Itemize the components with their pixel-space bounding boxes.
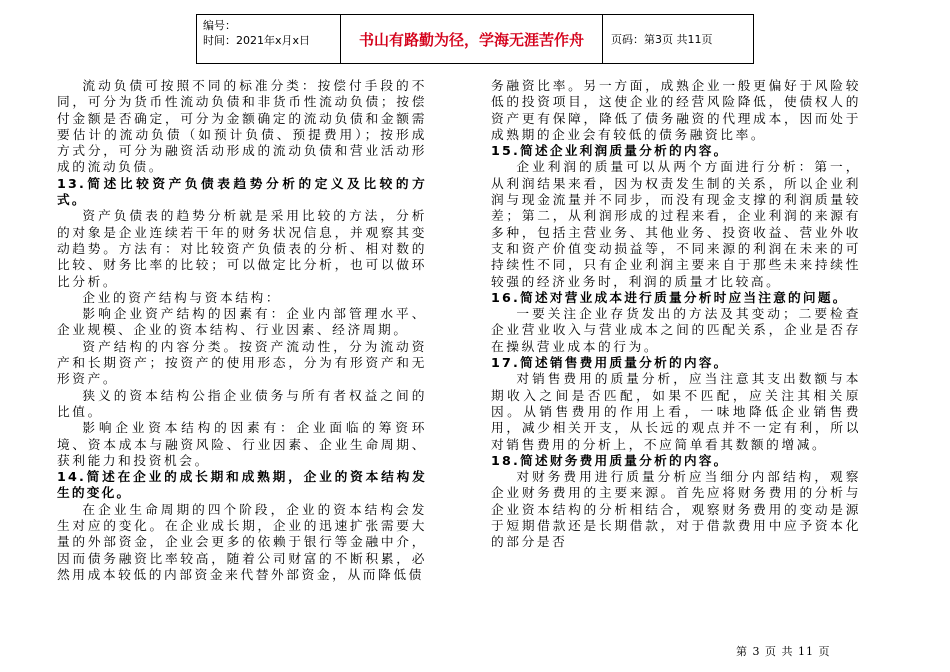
section-heading: 16.简述对营业成本进行质量分析时应当注意的问题。 [491,289,848,305]
paragraph: 在企业生命周期的四个阶段，企业的资本结构会发生对应的变化。在企业成长期，企业的迅速扩张需要大量的外部资金，企业会更多的依赖于银行等金融中介，因而债务融资比率较高，随着公司财富的不断积累，必然用成本较低的内部资金来代替外部资金，从而降低债 [57,501,427,582]
section-heading: 14.简述在企业的成长期和成熟期，企业的资本结构发生的变化。 [57,469,427,501]
page-footer: 第 3 页 共 11 页 [736,645,831,658]
paragraph: 影响企业资产结构的因素有：企业内部管理水平、企业规模、企业的资本结构、行业因素、经济周期。 [57,306,427,338]
serial-label: 编号： [203,19,236,32]
right-column [491,78,861,551]
paragraph: 狭义的资本结构公指企业债务与所有者权益之间的比值。 [57,387,427,419]
paragraph: 资产结构的内容分类。按资产流动性，分为流动资产和长期资产；按资产的使用形态，分为有形资产和无形资产。 [57,338,427,387]
header-motto: 书山有路勤为径，学海无涯苦作舟 [341,15,603,63]
section-heading: 15.简述企业利润质量分析的内容。 [491,143,729,159]
paragraph: 对财务费用进行质量分析应当细分内部结构，观察企业财务费用的主要来源。首先应将财务费用的分析与企业资本结构的分析相结合，观察财务费用的变动是源于短期借款还是长期借款，对于借款费用中应予资本化的部分是否 [491,469,861,550]
section-heading: 17.简述销售费用质量分析的内容。 [491,355,729,371]
header-page-info: 页码：第3页 共11页 [611,33,713,46]
paragraph: 影响企业资本结构的因素有：企业面临的筹资环境、资本成本与融资风险、行业因素、企业生命周期、获利能力和投资机会。 [57,420,427,468]
paragraph: 一要关注企业存货发出的方法及其变动；二要检查企业营业收入与营业成本之间的匹配关系，企业是否存在操纵营业成本的行为。 [491,306,861,354]
section-heading: 13.简述比较资产负债表趋势分析的定义及比较的方式。 [57,175,427,208]
page-header [196,14,754,64]
paragraph: 流动负债可按照不同的标准分类：按偿付手段的不同，可分为货币性流动负债和非货币性流动负债；按偿付金额是否确定，可分为金额确定的流动负债和金额需要估计的流动负债（如预计负债、预提费用）；按形成方式分，可分为融资活动形成的流动负债和营业活动形成的流动负债。 [57,78,427,175]
section-heading: 18.简述财务费用质量分析的内容。 [491,452,729,468]
paragraph-continued: 务融资比率。另一方面，成熟企业一般更偏好于风险较低的投资项目，这使企业的经营风险降低，使债权人的资产更有保障，降低了债务融资的代理成本，因而处于成熟期的企业会有较低的债务融资比率。 [491,78,861,142]
left-column [57,78,427,583]
time-label: 时间：2021年x月x日 [203,34,311,47]
paragraph: 资产负债表的趋势分析就是采用比较的方法，分析的对象是企业连续若干年的财务状况信息，并观察其变动趋势。方法有：对比较资产负债表的分析、相对数的比较、财务比率的比较；可以做定比分析，也可以做环比分析。 [57,208,427,289]
paragraph: 企业利润的质量可以从两个方面进行分析：第一，从利润结果来看，因为权责发生制的关系，所以企业利润与现金流量并不同步，而没有现金支撑的利润质量较差；第二，从利润形成的过程来看，企业利润的来源有多种，包括主营业务、其他业务、投资收益、营业外收支和资产价值变动损益等，不同来源的利润在未来的可持续性不同，只有企业利润主要来自于那些未来持续性较强的经济业务时，利润的质量才比较高。 [491,159,861,289]
paragraph: 企业的资产结构与资本结构： [82,289,282,305]
header-meta [197,15,341,63]
paragraph: 对销售费用的质量分析，应当注意其支出数额与本期收入之间是否匹配，如果不匹配，应关注其相关原因。从销售费用的作用上看，一味地降低企业销售费用，减少相关开支，从长远的观点并不一定有利，所以对销售费用的分析上，不应简单看其数额的增减。 [491,371,861,452]
